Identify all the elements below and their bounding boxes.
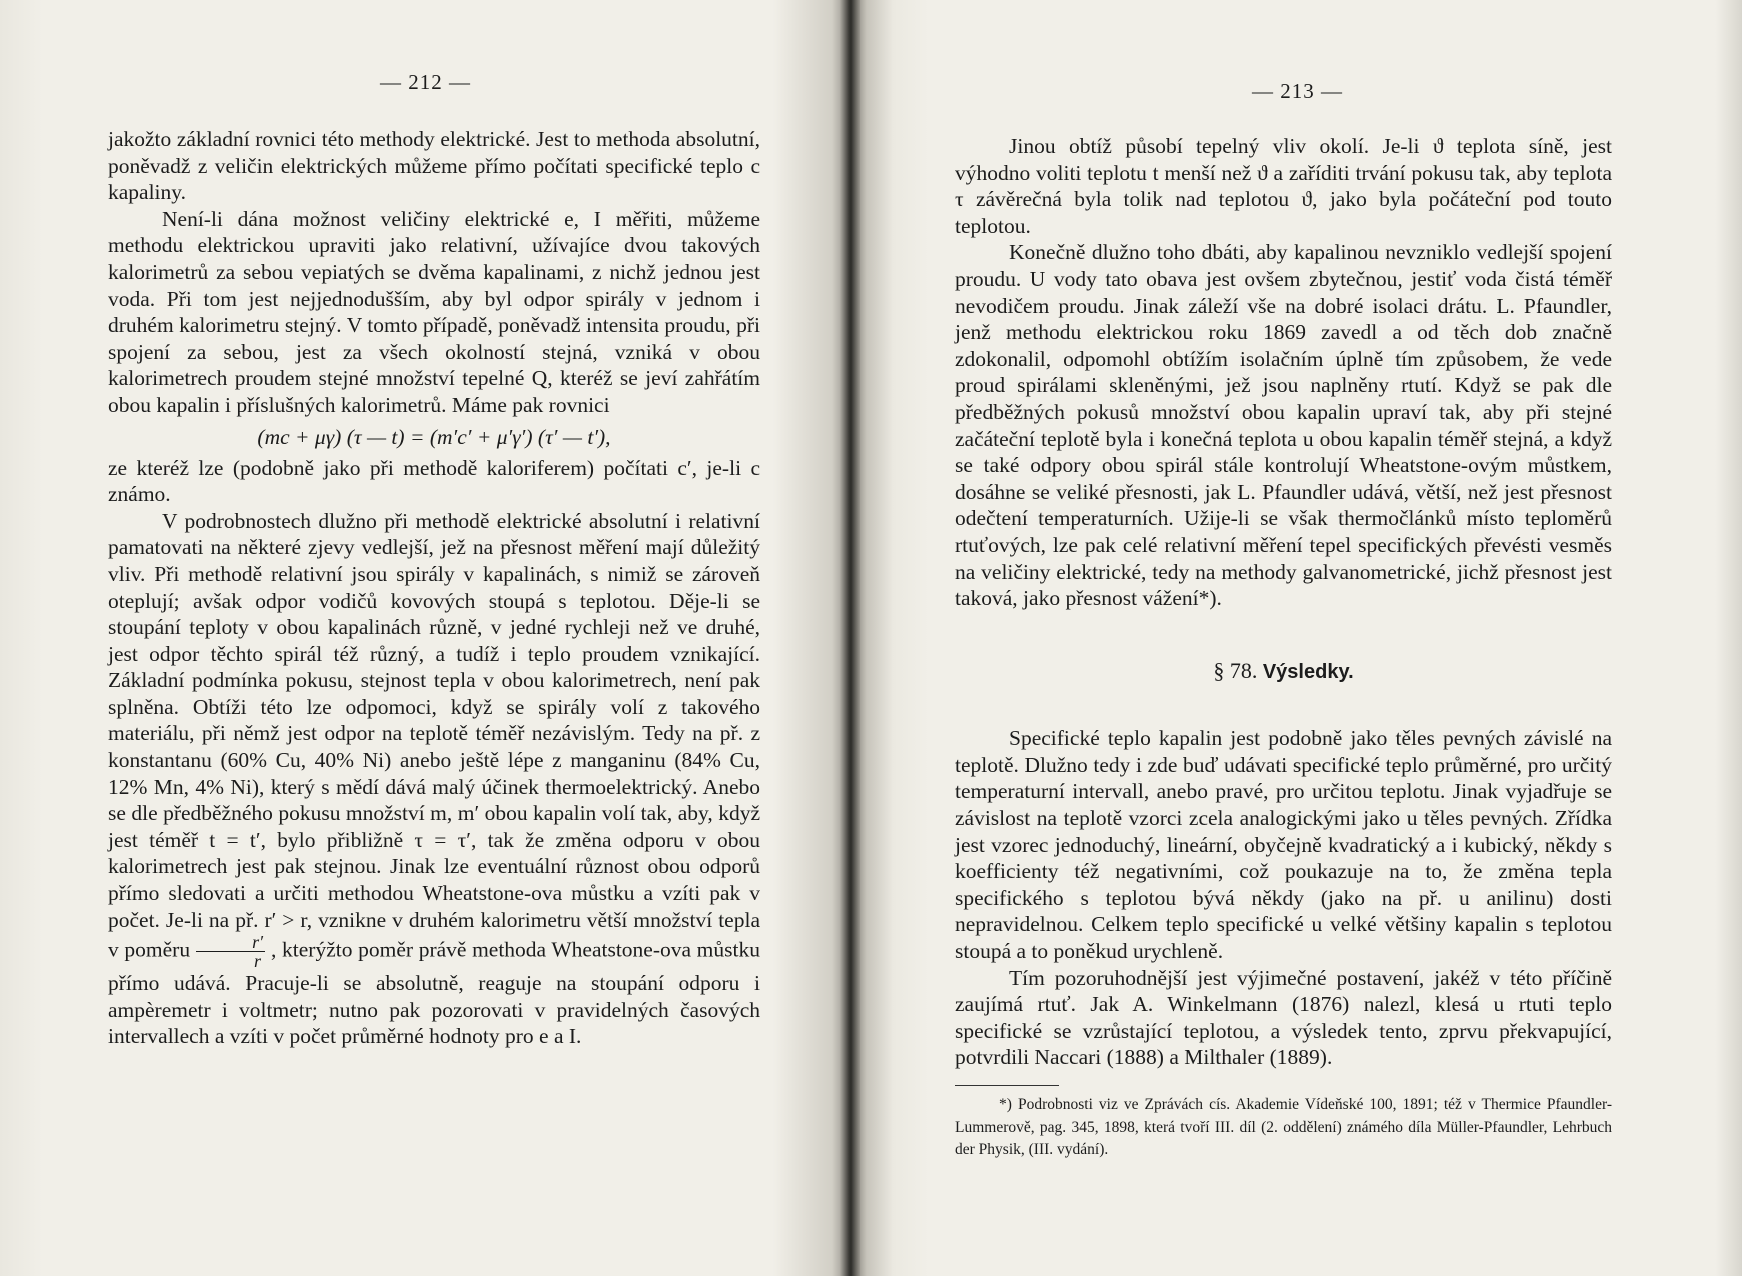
left-text-column [108, 126, 760, 1050]
paragraph: Tím pozoruhodnější jest výjimečné postavení, jakéž v této příčině zaujímá rtuť. Jak A. Winkelmann (1876) nalezl, klesá u rtuti teplo specifické se vzrůstající teplotou, a výsledek tento, zprvu překvapující, potvrdili Naccari (1888) a Milthaler (1889). [955, 965, 1612, 1070]
paragraph: Specifické teplo kapalin jest podobně jako těles pevných závislé na teplotě. Dlužno tedy i zde buď udávati specifické teplo průměrné, pro určitý temperaturní intervall, anebo pravé, pro určitou teplotu. Jinak vyjadřuje se závislost na teplotě vzorci zcela analogickými jako u těles pevných. Zřídka jest vzorec jednoduchý, lineární, obyčejně kvadratický a i kubický, někdy s koefficienty též negativními, což poukazuje na to, že změna tepla specifického s teplotou bývá někdy (jako na př. u anilinu) dosti nepravidelnou. Celkem teplo specifické u velké většiny kapalin s teplotou stoupá a to poněkud urychleně. [955, 726, 1612, 964]
footnote [955, 1094, 1612, 1162]
fraction-denominator: r [254, 951, 262, 972]
paragraph: jakožto základní rovnici této methody elektrické. Jest to methoda absolutní, poněvadž z veličin elektrických můžeme přímo počítati specifické teplo c kapaliny. [108, 127, 760, 205]
paragraph-with-fraction [108, 508, 760, 1050]
right-text-column [955, 133, 1612, 1162]
fraction-numerator: r′ [196, 933, 265, 952]
section-title: Výsledky. [1262, 660, 1354, 683]
section-heading [955, 658, 1612, 686]
footnote-text: *) Podrobnosti viz ve Zprávách cís. Akademie Vídeňské 100, 1891; též v Thermice Pfaundler-Lummerově, pag. 345, 1898, která tvoří III. díl (2. oddělení) známého díla Müller-Pfaundler, Lehrbuch der Physik, (III. vydání). [955, 1096, 1612, 1158]
text-run: V podrobnostech dlužno při methodě elektrické absolutní i relativní pamatovati na některé zjevy vedlejší, jež na přesnost měření mají důležitý vliv. Při methodě relativní jsou spirály v kapalinách, s nimiž se zároveň oteplují; avšak odpor vodičů kovových stoupá s teplotou. Děje-li se stoupání teploty v obou kapalinách různě, v jedné rychleji než ve druhé, jest odpor těchto spirál též různý, a tudíž i teplo proudem vznikající. Základní podmínka pokusu, stejnost tepla v obou kalorimetrech, není pak splněna. Obtíži této lze odpomoci, když se spirály volí z takového materiálu, při němž jest odpor na teplotě téměř nezávislým. Tedy na př. z konstantanu (60% Cu, 40% Ni) anebo ještě lépe z manganinu (84% Cu, 12% Mn, 4% Ni), který s mědí dává malý účinek thermoelektrický. Anebo se dle předběžného pokusu množství m, m′ obou kapalin volí tak, aby, když jest téměř t = t′, bylo přibližně τ = τ′, tak že změna odporu v obou kalorimetrech jest pak stejnou. Jinak lze eventuální různost obou odporů přímo sledovati a určiti methodou Wheatstone-ova můstku a vzíti pak v počet. Je-li na př. r′ > r, vznikne v druhém kalorimetru větší množství tepla v poměru [108, 508, 760, 962]
paragraph: Konečně dlužno toho dbáti, aby kapalinou nevzniklo vedlejší spojení proudu. U vody tato obava jest ovšem zbytečnou, jestiť voda čistá téměř nevodičem proudu. Jinak záleží vše na dobré isolaci drátu. L. Pfaundler, jenž methodu elektrickou roku 1869 zavedl a od těch dob značně zdokonalil, odpomohl obtížím isolačním úplně tím způsobem, že vede proud spirálami skleněnými, jež jsou naplněny rtutí. Když se pak dle předběžných pokusů množství obou kapalin upraví tak, aby při stejné začáteční teplotě byla i konečná teplota u obou kapalin téměř stejná, a když se také odpory obou spirál stále kontrolují Wheatstone-ovým můstkem, dosáhne se veliké přesnosti, jak L. Pfaundler udává, větší, než jest přesnost odečtení temperaturních. Užije-li se však thermočlánků místo teploměrů rtuťových, lze pak celé relativní měření tepel specifických převésti vesměs na veličiny elektrické, tedy na methody galvanometrické, jichž přesnost jest taková, jako přesnost vážení*). [955, 240, 1612, 611]
text-run: , kterýžto poměr právě methoda Wheatstone-ova můstku přímo udává. Pracuje-li se absolutně, reaguje na stoupání odporu i ampèremetr i voltmetr; nutno pak pozorovati v pravidelných časových intervallech a vzíti v počet průměrné hodnoty pro e a I. [108, 937, 760, 1049]
footnote-rule [955, 1085, 1059, 1086]
page-number-left: — 212 — [380, 70, 471, 94]
fraction [196, 933, 265, 970]
book-gutter [840, 0, 860, 1276]
paragraph: ze kteréž lze (podobně jako při methodě kaloriferem) počítati c′, je-li c známo. [108, 455, 760, 507]
paragraph: Není-li dána možnost veličiny elektrické e, I měřiti, můžeme methodu elektrickou upraviti jako relativní, užívajíce dvou takových kalorimetrů za sebou vepiatých se dvěma kapalinami, z nichž jednou jest voda. Při tom jest nejjednodušším, aby byl odpor spirály v jednom i druhém kalorimetru stejný. V tomto případě, poněvadž intensita proudu, při spojení za sebou, jest za všech okolností stejná, vzniká v obou kalorimetrech proudem stejné množství tepelné Q, kteréž se jeví zahřátím obou kapalin i příslušných kalorimetrů. Máme pak rovnici [108, 206, 760, 417]
section-number: § 78. [1213, 657, 1258, 683]
page-number-right: — 213 — [1252, 79, 1343, 103]
equation [108, 422, 760, 455]
paragraph: Jinou obtíž působí tepelný vliv okolí. Je-li ϑ teplota síně, jest výhodno voliti teplotu t menší než ϑ a zaříditi trvání pokusu tak, aby teplota τ závěrečná byla tolik nad teplotou ϑ, jako byla počáteční pod touto teplotou. [955, 134, 1612, 238]
equation-text: (mc + μγ) (τ — t) = (m′c′ + μ′γ′) (τ′ — t′), [257, 424, 611, 449]
